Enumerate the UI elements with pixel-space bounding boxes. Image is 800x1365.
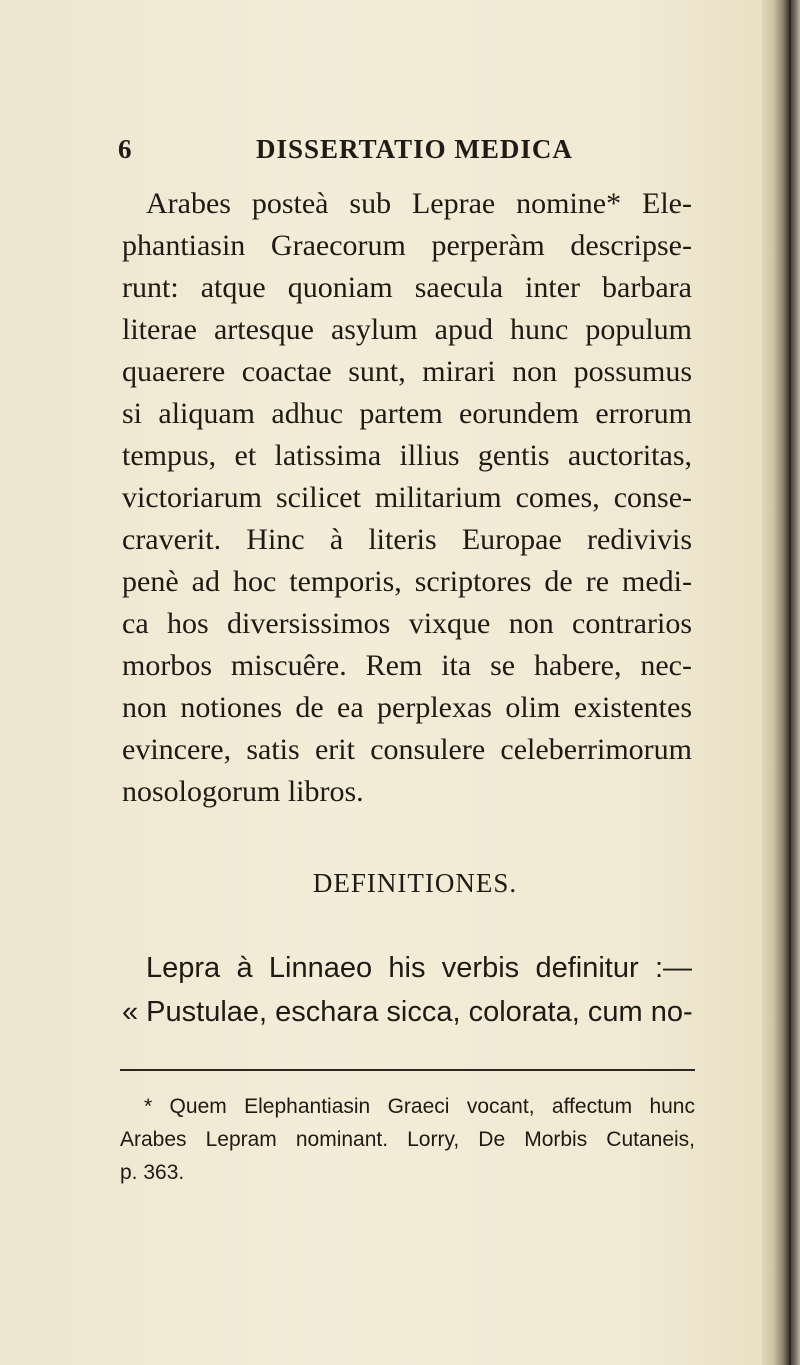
text-line: literae artesque asylum apud hunc populum	[122, 313, 692, 346]
text-line: Arabes posteà sub Leprae nomine* Ele-	[146, 187, 692, 220]
main-paragraph	[122, 183, 692, 813]
text-line: quaerere coactae sunt, mirari non possumus	[122, 355, 692, 388]
page-number: 6	[118, 134, 133, 164]
text-line: Lepra à Linnaeo his verbis definitur :—	[146, 952, 692, 984]
text-line: nosologorum libros.	[122, 775, 364, 808]
text-line: evincere, satis erit consulere celeberrimorum	[122, 733, 692, 766]
page-binding-edge	[762, 0, 800, 1365]
text-line: penè ad hoc temporis, scriptores de re medi-	[122, 565, 692, 598]
footnote-line: Arabes Lepram nominant. Lorry, De Morbis Cutaneis,	[120, 1128, 695, 1151]
definition-paragraph	[122, 946, 692, 1034]
text-line: si aliquam adhuc partem eorundem errorum	[122, 397, 692, 430]
text-line: victoriarum scilicet militarium comes, conse-	[122, 481, 692, 514]
footnote	[120, 1090, 695, 1189]
text-line: morbos miscuêre. Rem ita se habere, nec-	[122, 649, 692, 682]
footnote-line: p. 363.	[120, 1161, 185, 1184]
edge-line	[789, 0, 791, 1365]
section-heading: DEFINITIONES.	[312, 868, 518, 898]
text-line: craverit. Hinc à literis Europae redivivis	[122, 523, 692, 556]
text-line: runt: atque quoniam saecula inter barbara	[122, 271, 692, 304]
footnote-line: * Quem Elephantiasin Graeci vocant, affectum hunc	[144, 1095, 695, 1118]
text-line: tempus, et latissima illius gentis auctoritas,	[122, 439, 692, 472]
text-line: phantiasin Graecorum perperàm descripse-	[122, 229, 692, 262]
page-header	[118, 134, 573, 164]
text-line: ca hos diversissimos vixque non contrarios	[122, 607, 692, 640]
footnote-divider	[120, 1069, 695, 1071]
text-line: non notiones de ea perplexas olim existentes	[122, 691, 692, 724]
running-title: DISSERTATIO MEDICA	[256, 134, 573, 164]
text-line: « Pustulae, eschara sicca, colorata, cum no-	[122, 996, 693, 1028]
